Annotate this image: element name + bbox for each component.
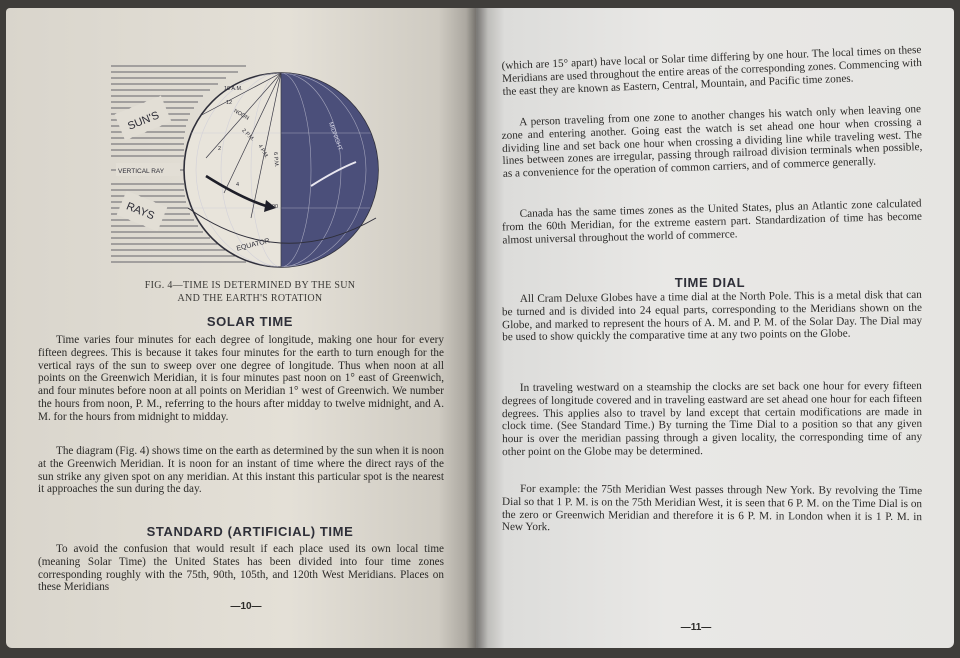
solar-time-paragraph-2: The diagram (Fig. 4) shows time on the earth as determined by the sun when it is noon at the Greenwich Meridian. It is noon for an instant of time where the direct rays of the sun strike any given spot on any meridian. At this instant this particular spot is the nearest it approaches the sun during the day. [38,445,444,496]
time-dial-paragraph-1: All Cram Deluxe Globes have a time dial at the North Pole. This is a metal disk that can be turned and is divided into 24 equal parts, corresponding to the Meridians shown on the Globe, and marked to represent the hours of A. M. and P. M. of the Solar Day. The Dial may be used to show quickly the comparative time at any two points on the Globe. [501,288,923,344]
time-dial-paragraph-3: For example: the 75th Meridian West passes through New York. By revolving the Time Dial so that 1 P. M. is on the 75th Meridian West, it is seen that 6 P. M. on the Time Dial is on the zero or Greenwich Meridian and therefore it is 6 P. M. in London when it is 1 P. M. in New York. [501,482,923,534]
label-12: 12 [226,100,233,106]
rays-label: RAYS [124,200,157,223]
standard-time-heading: STANDARD (ARTIFICIAL) TIME [146,524,354,539]
label-2: 2 [218,146,222,152]
time-dial-heading: TIME DIAL [674,275,746,290]
label-4pm: 4 P.M. [256,143,270,160]
label-2pm: 2 P.M. [240,127,256,143]
traveling-paragraph: A person traveling from one zone to another changes his watch only when leaving one zone and entering another. Going east the watch is set ahead one hour when crossing a dividing line and set back one hour when crossing a dividing line while traveling west. The lines between zones are irregular, passing through railroad division terminals when possible, as a convenience for the operation of common carriers, and of commerce generally. [501,103,923,181]
label-noon: NOON [232,108,250,122]
label-midnight: MIDNIGHT [326,121,343,152]
standard-time-paragraph: To avoid the confusion that would result if each place used its own local time (meaning Solar Time) the United States has been divided into four time zones corresponding roughly with the 75th, 90th, 105th, and 120th West Meridians. Places on these Meridians [38,543,444,594]
label-6pm: 6 P.M. [271,151,280,168]
equator-label: EQUATOR [235,237,271,253]
solar-time-heading: SOLAR TIME [206,314,294,329]
caption-line-2: AND THE EARTH'S ROTATION [177,293,323,304]
page-number-left: —10— [230,601,262,612]
caption-line-1: FIG. 4—TIME IS DETERMINED BY THE SUN [144,280,356,291]
canada-paragraph: Canada has the same times zones as the United States, plus an Atlantic zone calculated from the 60th Meridian, for the extreme eastern part. Standardization of time has become almost universal throughout the world of commerce. [501,197,923,247]
label-4: 4 [236,182,240,188]
vertical-ray-label: VERTICAL RAY [118,168,165,175]
suns-label: SUN'S [126,109,161,133]
label-10am: 10 A.M. [224,86,243,92]
continued-paragraph: (which are 15° apart) have local or Solar time differing by one hour. The local times on these Meridians are used throughout the entire areas of the corresponding zones. Commencing with the east they are known as Eastern, Central, Mountain, and Pacific time zones. [501,43,923,98]
page-number-right: —11— [680,622,712,633]
time-dial-paragraph-2: In traveling westward on a steamship the clocks are set back one hour for every fifteen degrees of longitude covered and in traveling eastward are set ahead one hour for each fifteen degrees. This applies also to travel by land except that certain modifications are made in clock time. (See Standard Time.) By turning the Time Dial to a position so that any given hour is over the meridian passing through a given locality, the corresponding time of any other point on the Globe may be determined. [501,379,923,459]
label-90: 90 [272,204,279,210]
solar-time-paragraph-1: Time varies four minutes for each degree of longitude, making one hour for every fifteen degrees. This is because it takes four minutes for the earth to turn enough for the vertical rays of the sun to sweep over one degree of longitude. Thus when noon at all points on the Greenwich Meridian, it is four minutes past noon on 1° east of Greenwich, and four minutes before noon at all points on Meridian 1° west of Greenwich. We number the hours from noon, P. M., referring to the hours after midday to twelve midnight, and A. M. for the hours from midnight to midday. [38,334,444,423]
